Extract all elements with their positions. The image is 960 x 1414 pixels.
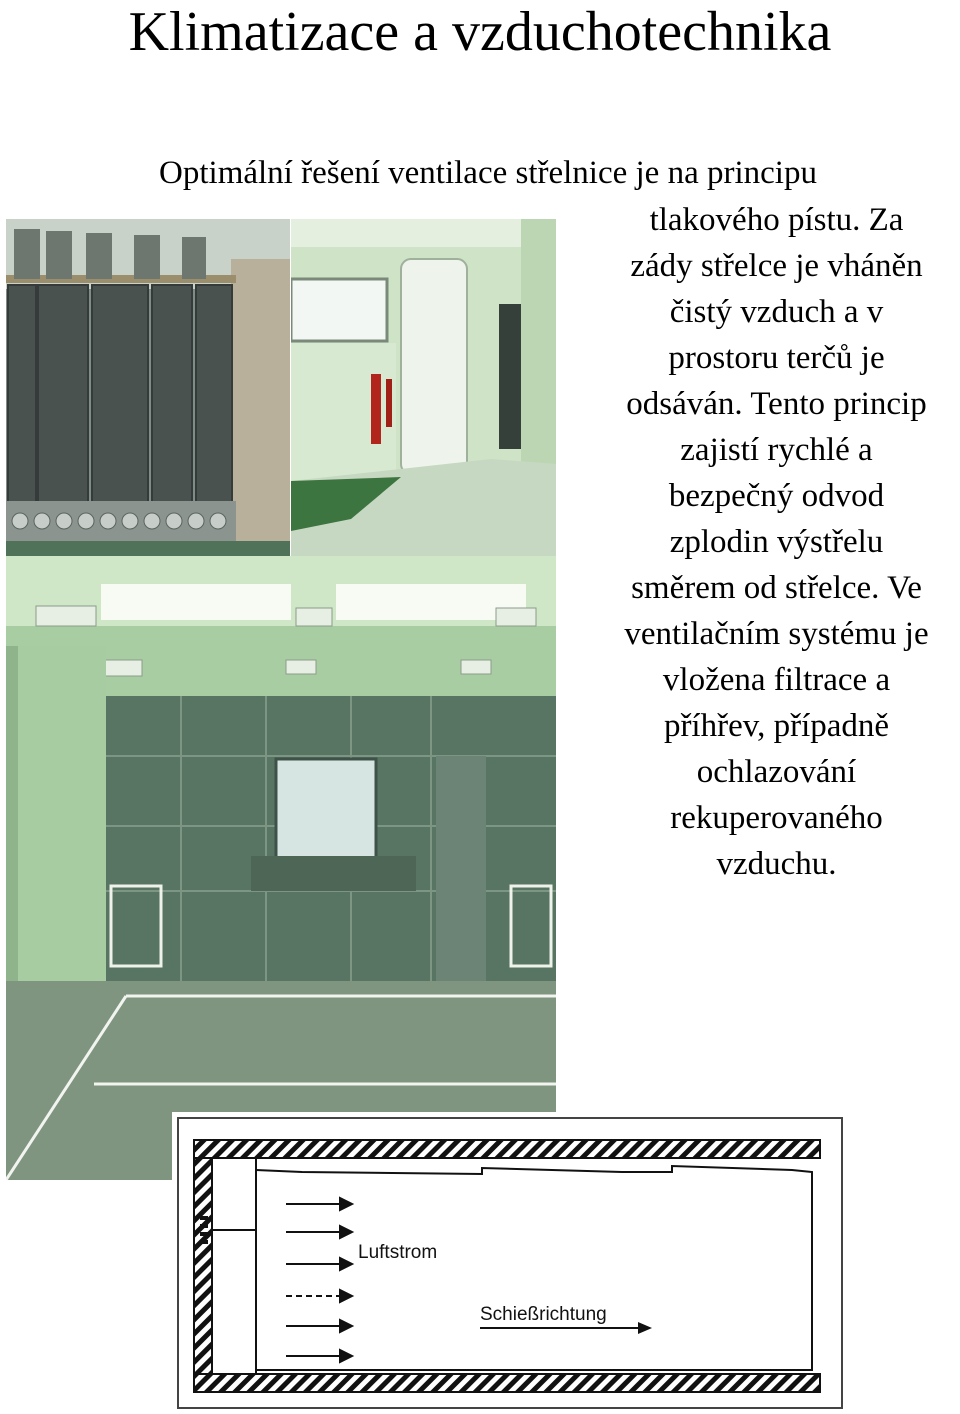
airflow-arrows [286, 1198, 352, 1362]
page-title: Klimatizace a vzduchotechnika [128, 1, 832, 63]
body-line: zajistí rychlé a [680, 432, 873, 468]
body-line: příhřev, případně [663, 708, 890, 744]
body-line: odsáván. Tento princip [626, 386, 927, 422]
intro-text: Optimální řešení ventilace střelnice je na principu [159, 155, 817, 191]
body-line: zády střelce je vháněn [630, 248, 923, 284]
floor-hatch [194, 1374, 820, 1392]
body-line: směrem od střelce. Ve [631, 570, 922, 606]
photo-shooting-range [6, 556, 556, 1180]
body-text [593, 197, 960, 887]
body-line: ventilačním systému je [624, 616, 929, 652]
airflow-diagram [172, 1112, 848, 1414]
diagram-frame [178, 1118, 842, 1408]
body-line: bezpečný odvod [668, 478, 885, 514]
airflow-label: Luftstrom [358, 1242, 438, 1263]
photo-entrance-room [291, 219, 556, 556]
ceiling-hatch [194, 1140, 820, 1158]
wall-hatch [194, 1158, 212, 1374]
body-line: ochlazování [696, 754, 857, 790]
body-line: prostoru terčů je [668, 340, 885, 376]
body-line: čistý vzduch a v [669, 294, 884, 330]
body-line: zplodin výstřelu [669, 524, 884, 560]
photo-ventilation-wall [6, 219, 290, 556]
body-line: vzduchu. [716, 846, 837, 882]
direction-arrow-head [638, 1322, 652, 1334]
direction-label: Schießrichtung [480, 1304, 607, 1325]
body-line: rekuperovaného [670, 800, 883, 836]
body-line: vložena filtrace a [662, 662, 891, 698]
body-line: tlakového pístu. Za [649, 202, 904, 238]
